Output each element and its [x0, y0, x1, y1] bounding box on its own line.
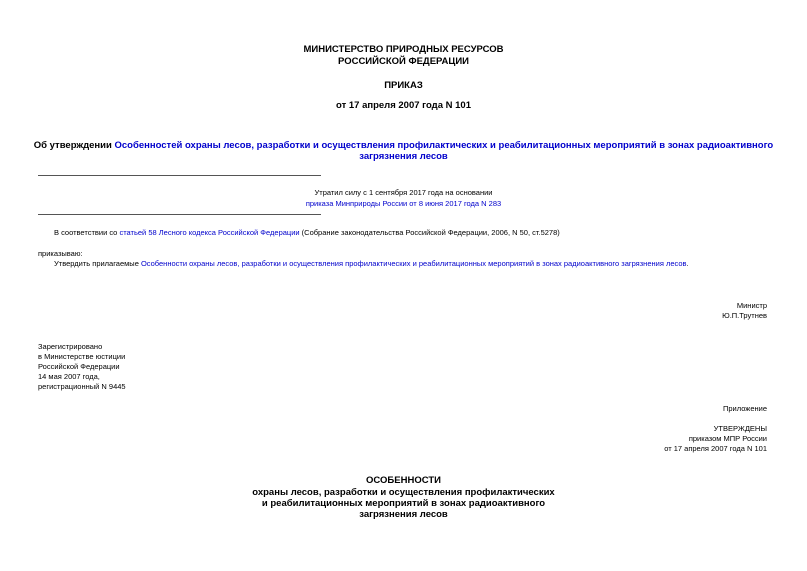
divider-bottom	[38, 214, 321, 215]
order-word: приказываю:	[38, 249, 83, 258]
approved-line-2: приказом МПР России	[688, 434, 767, 443]
features-title-line-3: загрязнения лесов	[359, 509, 448, 520]
approve-paragraph	[54, 259, 689, 269]
features-title-line-1: охраны лесов, разработки и осуществления профилактических	[252, 487, 555, 498]
title-link-continued[interactable]: загрязнения лесов	[359, 151, 448, 162]
ministry-line-2: РОССИЙСКОЙ ФЕДЕРАЦИИ	[337, 56, 469, 67]
signature-position: Министр	[736, 301, 767, 310]
repeal-order-link[interactable]: приказа Минприроды России от 8 июня 2017 года N 283	[305, 199, 502, 208]
intro-suffix: (Собрание законодательства Российской Федерации, 2006, N 50, ст.5278)	[299, 228, 560, 237]
approve-suffix: .	[686, 259, 689, 268]
registration-line-1: Зарегистрировано	[38, 342, 103, 351]
features-link[interactable]: Особенности охраны лесов, разработки и осуществления профилактических и реабилитационных мероприятий в зонах радиоактивного загрязнения лесов	[140, 259, 687, 268]
signature-name: Ю.П.Трутнев	[722, 311, 767, 320]
document-date: от 17 апреля 2007 года N 101	[336, 100, 471, 111]
forest-code-link[interactable]: статьей 58 Лесного кодекса Российской Федерации	[119, 228, 300, 237]
registration-line-2: в Министерстве юстиции	[38, 352, 126, 361]
approve-prefix: Утвердить прилагаемые	[54, 259, 141, 268]
features-heading: ОСОБЕННОСТИ	[366, 475, 441, 486]
registration-line-5: регистрационный N 9445	[38, 382, 126, 391]
registration-line-3: Российской Федерации	[38, 362, 120, 371]
title-link[interactable]: Особенностей охраны лесов, разработки и осуществления профилактических и реабилитационных мероприятий в зонах радиоактивного	[114, 140, 774, 151]
document-type: ПРИКАЗ	[384, 80, 423, 91]
ministry-line-1: МИНИСТЕРСТВО ПРИРОДНЫХ РЕСУРСОВ	[303, 44, 504, 55]
status-text: Утратил силу с 1 сентября 2017 года на основании	[314, 188, 493, 197]
approved-line-1: УТВЕРЖДЕНЫ	[713, 424, 767, 433]
features-title-line-2: и реабилитационных мероприятий в зонах радиоактивного	[261, 498, 546, 509]
appendix-label: Приложение	[723, 404, 767, 413]
title-prefix: Об утверждении	[33, 140, 115, 151]
intro-paragraph	[54, 228, 560, 238]
registration-line-4: 14 мая 2007 года,	[38, 372, 100, 381]
approved-line-3: от 17 апреля 2007 года N 101	[664, 444, 767, 453]
divider-top	[38, 175, 321, 176]
intro-prefix: В соответствии со	[54, 228, 120, 237]
